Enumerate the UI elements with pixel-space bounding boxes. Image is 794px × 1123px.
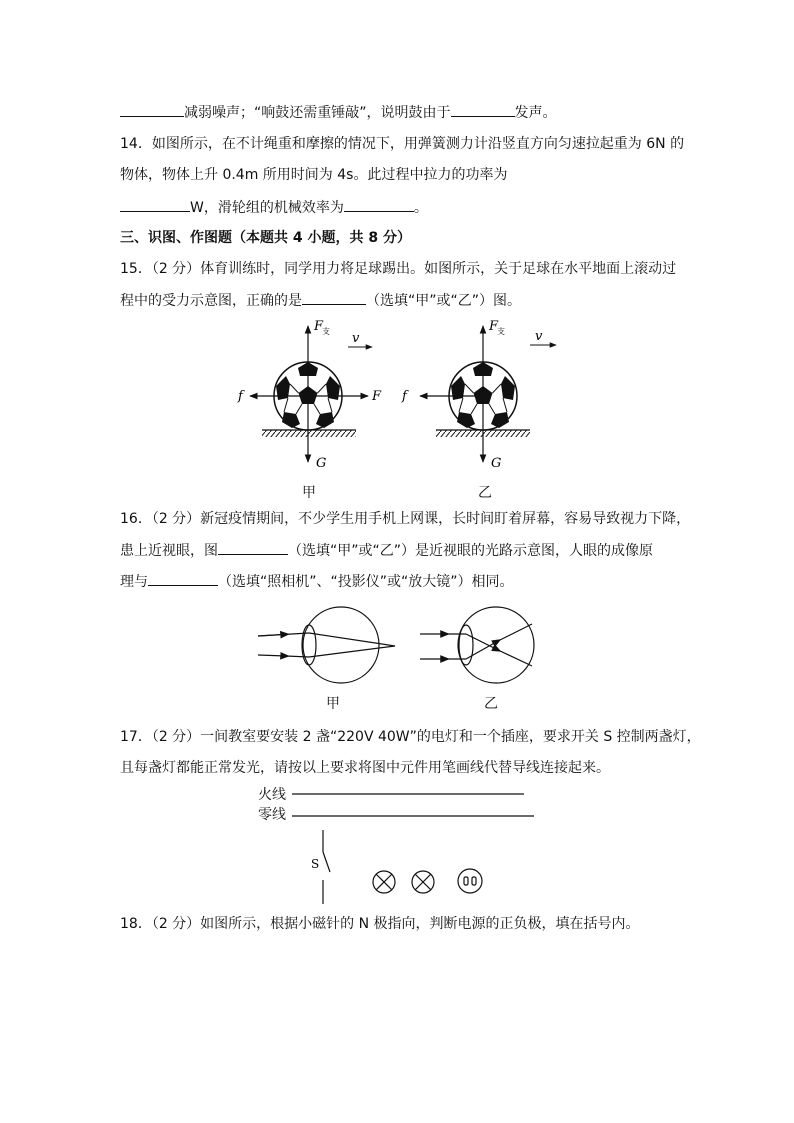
force-label: F [372, 389, 382, 404]
q13-line: 减弱噪声；“响鼓还需重锤敲”，说明鼓由于 发声。 [120, 102, 557, 123]
q16-line1: 16．（2 分）新冠疫情期间，不少学生用手机上网课，长时间盯着屏幕，容易导致视力下降， [120, 511, 691, 527]
friction-label: f [402, 389, 407, 404]
gravity-label: G [316, 456, 327, 471]
q15-line1: 15．（2 分）体育训练时，同学用力将足球踢出。如图所示，关于足球在水平地面上滚动过 [120, 261, 677, 277]
figure-yi [401, 319, 556, 471]
section-title: 三、识图、作图题（本题共 4 小题，共 8 分） [120, 230, 411, 246]
switch-s[interactable] [311, 830, 330, 904]
support-force-label: F [489, 319, 499, 334]
answer-blank[interactable] [302, 290, 366, 305]
q14-line1: 14．如图所示，在不计绳重和摩擦的情况下，用弹簧测力计沿竖直方向匀速拉起重为 6N 的 [120, 136, 685, 152]
q17-line2: 且每盏灯都能正常发光，请按以上要求将图中元件用笔画线代替导线连接起来。 [120, 760, 610, 776]
circuit-diagram [0, 780, 794, 910]
q17-line1: 17．（2 分）一间教室要安装 2 盏“220V 40W”的电灯和一个插座，要求开关 S 控制两盏灯， [120, 729, 701, 745]
support-force-label: F [314, 319, 324, 334]
q18-line1: 18．（2 分）如图所示，根据小磁针的 N 极指向，判断电源的正负极，填在括号内。 [120, 916, 640, 932]
answer-blank[interactable] [120, 197, 190, 212]
eye-jia [258, 607, 395, 683]
q15-line2: 程中的受力示意图，正确的是 （选填“甲”或“乙”）图。 [120, 290, 521, 311]
support-force-subscript: 支 [497, 327, 505, 336]
socket[interactable] [458, 869, 482, 893]
velocity-label: v [352, 331, 360, 346]
answer-blank[interactable] [148, 571, 218, 586]
answer-blank[interactable] [451, 102, 515, 117]
eye-optics-diagram [0, 600, 794, 690]
friction-label: f [238, 389, 243, 404]
answer-blank[interactable] [120, 102, 184, 117]
football-force-diagram [0, 315, 794, 515]
figure-jia [237, 319, 382, 471]
caption-yi: 乙 [478, 485, 492, 501]
answer-blank[interactable] [218, 540, 288, 555]
caption-jia: 甲 [302, 485, 316, 501]
eye-yi [420, 607, 534, 683]
lamp-2[interactable] [412, 871, 434, 893]
q14-line2: 物体，物体上升 0.4m 所用时间为 4s。此过程中拉力的功率为 [120, 167, 508, 183]
q16-line2: 患上近视眼，图 （选填“甲”或“乙”）是近视眼的光路示意图，人眼的成像原 [120, 540, 653, 561]
q16-line3: 理与 （选填“照相机”、“投影仪”或“放大镜”）相同。 [120, 571, 514, 592]
live-wire-label: 火线 [258, 787, 286, 803]
switch-label: S [311, 857, 320, 871]
answer-blank[interactable] [344, 197, 414, 212]
gravity-label: G [491, 456, 502, 471]
q14-line3: W，滑轮组的机械效率为 。 [120, 197, 428, 218]
lamp-1[interactable] [373, 871, 395, 893]
caption-yi: 乙 [484, 696, 498, 712]
velocity-label: v [535, 329, 543, 344]
support-force-subscript: 支 [322, 327, 330, 336]
neutral-wire-label: 零线 [258, 807, 286, 823]
caption-jia: 甲 [326, 696, 340, 712]
